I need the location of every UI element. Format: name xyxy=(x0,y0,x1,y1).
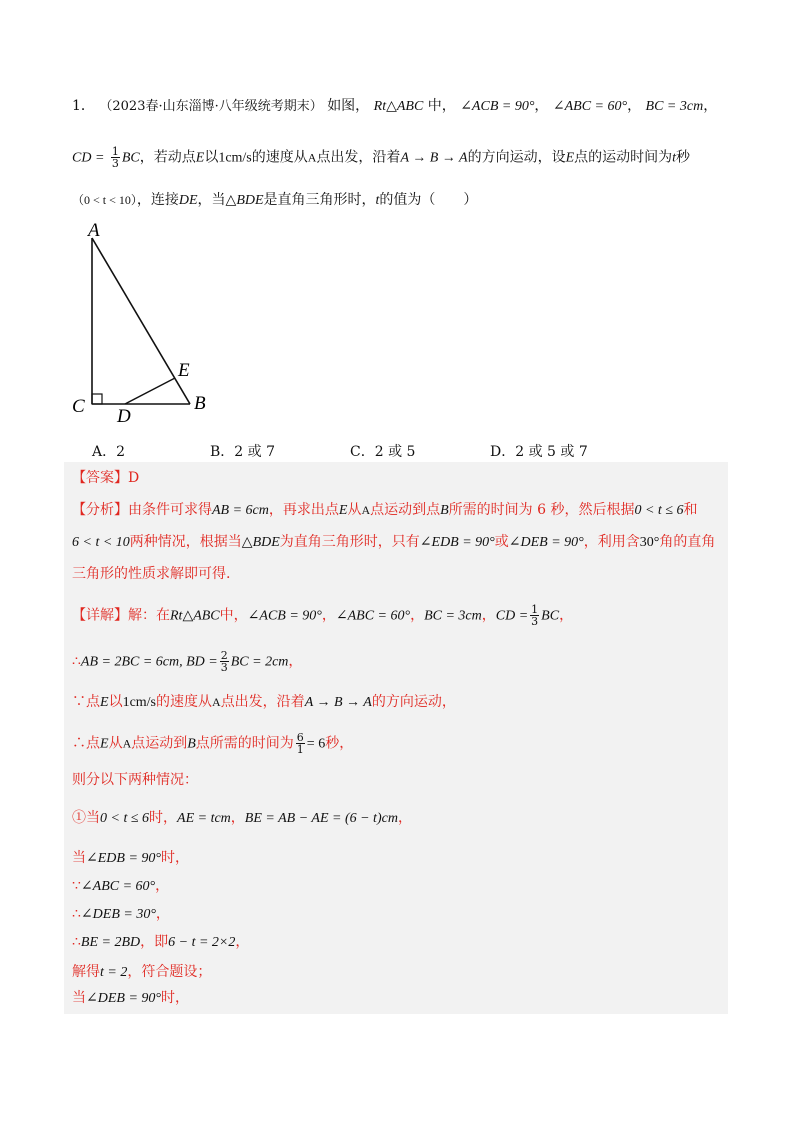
text: 秒， xyxy=(325,735,354,752)
text: ， xyxy=(397,810,412,826)
math-expr: BC = 3cm xyxy=(424,608,482,624)
math-expr: E xyxy=(100,736,109,752)
math-expr: BC xyxy=(121,150,140,166)
question-line-3 xyxy=(72,190,732,211)
text: ∴ xyxy=(72,906,81,922)
math-expr: ∠EDB = 90° xyxy=(86,851,161,866)
math-expr: AB = 2BC = 6cm, BD = xyxy=(80,654,218,670)
text: ， xyxy=(288,653,303,670)
frac-num: 6 xyxy=(296,731,304,744)
frac-num: 1 xyxy=(531,603,539,616)
text: ， xyxy=(410,607,425,624)
frac-den: 3 xyxy=(111,157,119,170)
text: 中， xyxy=(427,98,456,114)
text: ，再求出点 xyxy=(268,502,339,518)
text: 的方向运动， xyxy=(371,694,456,710)
text: ， xyxy=(534,98,549,114)
text: ，利用含 xyxy=(583,534,640,550)
text: 从 xyxy=(108,735,123,752)
segment-de xyxy=(125,378,175,404)
text: ， xyxy=(155,878,170,894)
text: 当 xyxy=(72,850,86,866)
solution-box xyxy=(64,462,728,1014)
detail-tag: 【详解】 xyxy=(72,607,128,624)
math-expr: 6 − t = 2×2 xyxy=(168,935,236,950)
text: 时， xyxy=(161,850,189,866)
option-text: 2 或 5 xyxy=(374,444,416,460)
detail-line-12 xyxy=(72,988,189,1009)
text: ， xyxy=(235,934,250,950)
text: 点运动到 xyxy=(131,735,188,752)
math-expr: Rt△ABC xyxy=(170,608,220,624)
math-expr: A xyxy=(307,150,317,165)
text: ，若动点 xyxy=(139,149,196,166)
text: 当 xyxy=(72,990,86,1006)
option-letter: A． xyxy=(92,444,117,460)
math-expr: DE xyxy=(178,193,198,208)
math-expr: ∠EDB = 90° xyxy=(419,535,495,550)
text: 点的运动时间为 xyxy=(574,149,673,166)
math-expr: ∠ABC = 60° xyxy=(552,99,628,114)
analysis-line-2 xyxy=(72,532,715,553)
frac-den: 3 xyxy=(220,661,228,674)
option-d[interactable] xyxy=(490,441,588,461)
fraction xyxy=(220,650,229,673)
option-c[interactable] xyxy=(350,441,415,461)
text: ， xyxy=(155,906,170,922)
text: ， xyxy=(627,98,642,114)
math-expr: A → B → A xyxy=(400,150,468,166)
math-expr: △BDE xyxy=(241,535,280,550)
text: 的速度从 xyxy=(156,694,213,710)
text: ，当 xyxy=(197,192,226,208)
math-expr: B xyxy=(440,503,449,518)
math-expr: = 6 xyxy=(306,736,326,752)
math-expr: ∠DEB = 90° xyxy=(508,535,584,550)
math-expr: 1cm/s xyxy=(218,150,252,166)
detail-line-9 xyxy=(72,904,170,925)
option-letter: B． xyxy=(210,444,235,460)
math-expr: 0 < t ≤ 6 xyxy=(100,811,150,826)
text: ， xyxy=(481,607,496,624)
math-expr: E xyxy=(338,503,348,518)
text: 点运动到点 xyxy=(370,502,441,518)
math-expr: ∠ACB = 90° xyxy=(247,608,322,624)
right-angle-mark xyxy=(92,394,102,404)
text: 则分以下两种情况： xyxy=(72,772,198,788)
text: 点出发，沿着 xyxy=(220,694,305,710)
text: 点出发，沿着 xyxy=(316,149,401,166)
detail-line-7 xyxy=(72,848,189,869)
text: 解：在 xyxy=(128,607,170,624)
analysis-tag: 【分析】 xyxy=(72,502,128,518)
text: 时， xyxy=(161,990,189,1006)
math-expr: B xyxy=(187,736,196,752)
math-expr: BC = 3cm xyxy=(645,99,704,114)
text: ∵ xyxy=(72,878,81,894)
text: 角的直角 xyxy=(659,534,716,550)
text: 三角形的性质求解即可得. xyxy=(72,566,231,582)
answer-tag: 【答案】 xyxy=(72,470,128,486)
text: ∴点 xyxy=(72,735,100,752)
math-expr: E xyxy=(100,695,109,710)
detail-line-10 xyxy=(72,932,249,953)
frac-num: 2 xyxy=(220,649,228,662)
option-text: 2 xyxy=(116,444,126,460)
math-expr: BC = 2cm xyxy=(230,654,289,670)
fraction xyxy=(111,146,120,169)
math-expr: t = 2 xyxy=(100,965,128,980)
question-line-2 xyxy=(72,146,732,169)
text: 为直角三角形时，只有 xyxy=(279,534,420,550)
text: ，即 xyxy=(140,934,169,950)
option-letter: D． xyxy=(490,444,516,460)
question-source: （2023春·山东淄博·八年级统考期末） xyxy=(99,99,323,114)
text: ∵点 xyxy=(72,694,100,710)
option-letter: C． xyxy=(350,444,375,460)
text: 的速度从 xyxy=(251,149,308,166)
text: ①当 xyxy=(72,810,100,826)
detail-line-8 xyxy=(72,876,169,897)
option-text: 2 或 5 或 7 xyxy=(515,444,588,460)
detail-line-3 xyxy=(72,692,456,713)
math-expr: BE = AB − AE = (6 − t)cm xyxy=(244,811,398,826)
text: 点所需的时间为 xyxy=(195,735,294,752)
text: 时， xyxy=(149,810,178,826)
text: ，符合题设； xyxy=(127,964,212,980)
math-expr: △BDE xyxy=(225,193,264,208)
text: 的方向运动，设 xyxy=(467,149,566,166)
text: ∴ xyxy=(72,653,81,670)
fraction xyxy=(296,732,305,755)
math-expr: E xyxy=(565,150,575,166)
frac-den: 1 xyxy=(296,743,304,756)
math-expr: A xyxy=(361,503,371,517)
math-expr: CD = xyxy=(72,150,105,166)
math-expr: 6 < t < 10 xyxy=(72,535,130,550)
text: 由条件可求得 xyxy=(128,502,212,518)
side-ab xyxy=(92,238,190,404)
triangle-figure xyxy=(70,216,220,426)
math-expr: AE = tcm xyxy=(177,811,231,826)
math-expr: Rt△ABC xyxy=(373,99,424,114)
label-d: D xyxy=(117,406,131,426)
math-expr: BE = 2BD xyxy=(80,935,141,950)
option-b[interactable] xyxy=(210,441,275,461)
math-expr: A xyxy=(122,736,132,751)
answer-value: D xyxy=(128,470,140,486)
math-expr: t xyxy=(672,150,677,166)
text: 以 xyxy=(204,149,219,166)
math-expr: 30° xyxy=(639,535,660,550)
math-expr: A → B → A xyxy=(304,695,372,710)
text: 和 xyxy=(683,502,698,518)
math-expr: t xyxy=(375,193,380,208)
detail-line-6 xyxy=(72,808,412,829)
detail-line-11 xyxy=(72,962,211,983)
math-expr: ∠ACB = 90° xyxy=(460,99,535,114)
math-expr: AB = 6cm xyxy=(212,503,269,518)
text: 中， xyxy=(219,607,248,624)
answer-line xyxy=(72,468,139,488)
text: 从 xyxy=(347,502,362,518)
text: ∴ xyxy=(72,934,81,950)
text: 如图， xyxy=(327,98,370,114)
text: ， xyxy=(321,607,336,624)
math-expr: 1cm/s xyxy=(122,695,157,710)
frac-num: 1 xyxy=(111,145,119,158)
option-text: 2 或 7 xyxy=(234,444,276,460)
detail-line-4 xyxy=(72,732,353,755)
analysis-line-3 xyxy=(72,564,230,584)
text: ， xyxy=(230,810,245,826)
text: ，连接 xyxy=(136,192,179,208)
analysis-line-1 xyxy=(72,500,698,521)
frac-den: 3 xyxy=(531,615,539,628)
label-c: C xyxy=(72,396,85,417)
math-expr: BC xyxy=(541,608,560,624)
text: 的值为（ ） xyxy=(379,192,478,208)
text: 是直角三角形时， xyxy=(263,192,376,208)
math-expr: E xyxy=(195,150,205,166)
math-expr: 0 < t ≤ 6 xyxy=(634,503,684,518)
label-b: B xyxy=(194,393,206,414)
detail-line-2 xyxy=(72,650,302,673)
math-expr: ∠ABC = 60° xyxy=(80,879,156,894)
math-expr: （0 < t < 10） xyxy=(72,193,137,207)
text: 或 xyxy=(494,534,509,550)
text: ， xyxy=(559,607,574,624)
text: 两种情况，根据当 xyxy=(129,534,242,550)
math-expr: A xyxy=(212,695,221,709)
text: 以 xyxy=(108,694,123,710)
question-line-1 xyxy=(72,96,732,117)
label-e: E xyxy=(178,360,190,381)
text: 解得 xyxy=(72,964,100,980)
text: ， xyxy=(703,98,718,114)
math-expr: ∠DEB = 30° xyxy=(80,907,156,922)
math-expr: ∠ABC = 60° xyxy=(335,608,411,624)
text: 秒 xyxy=(676,149,691,166)
text: 所需的时间为 6 秒，然后根据 xyxy=(448,502,635,518)
detail-line-5 xyxy=(72,770,198,790)
fraction xyxy=(530,604,539,627)
option-a[interactable] xyxy=(92,441,125,461)
math-expr: CD = xyxy=(495,608,529,624)
question-number: 1． xyxy=(72,98,95,114)
detail-line-1 xyxy=(72,604,573,627)
label-a: A xyxy=(88,220,100,241)
math-expr: ∠DEB = 90° xyxy=(86,991,161,1006)
